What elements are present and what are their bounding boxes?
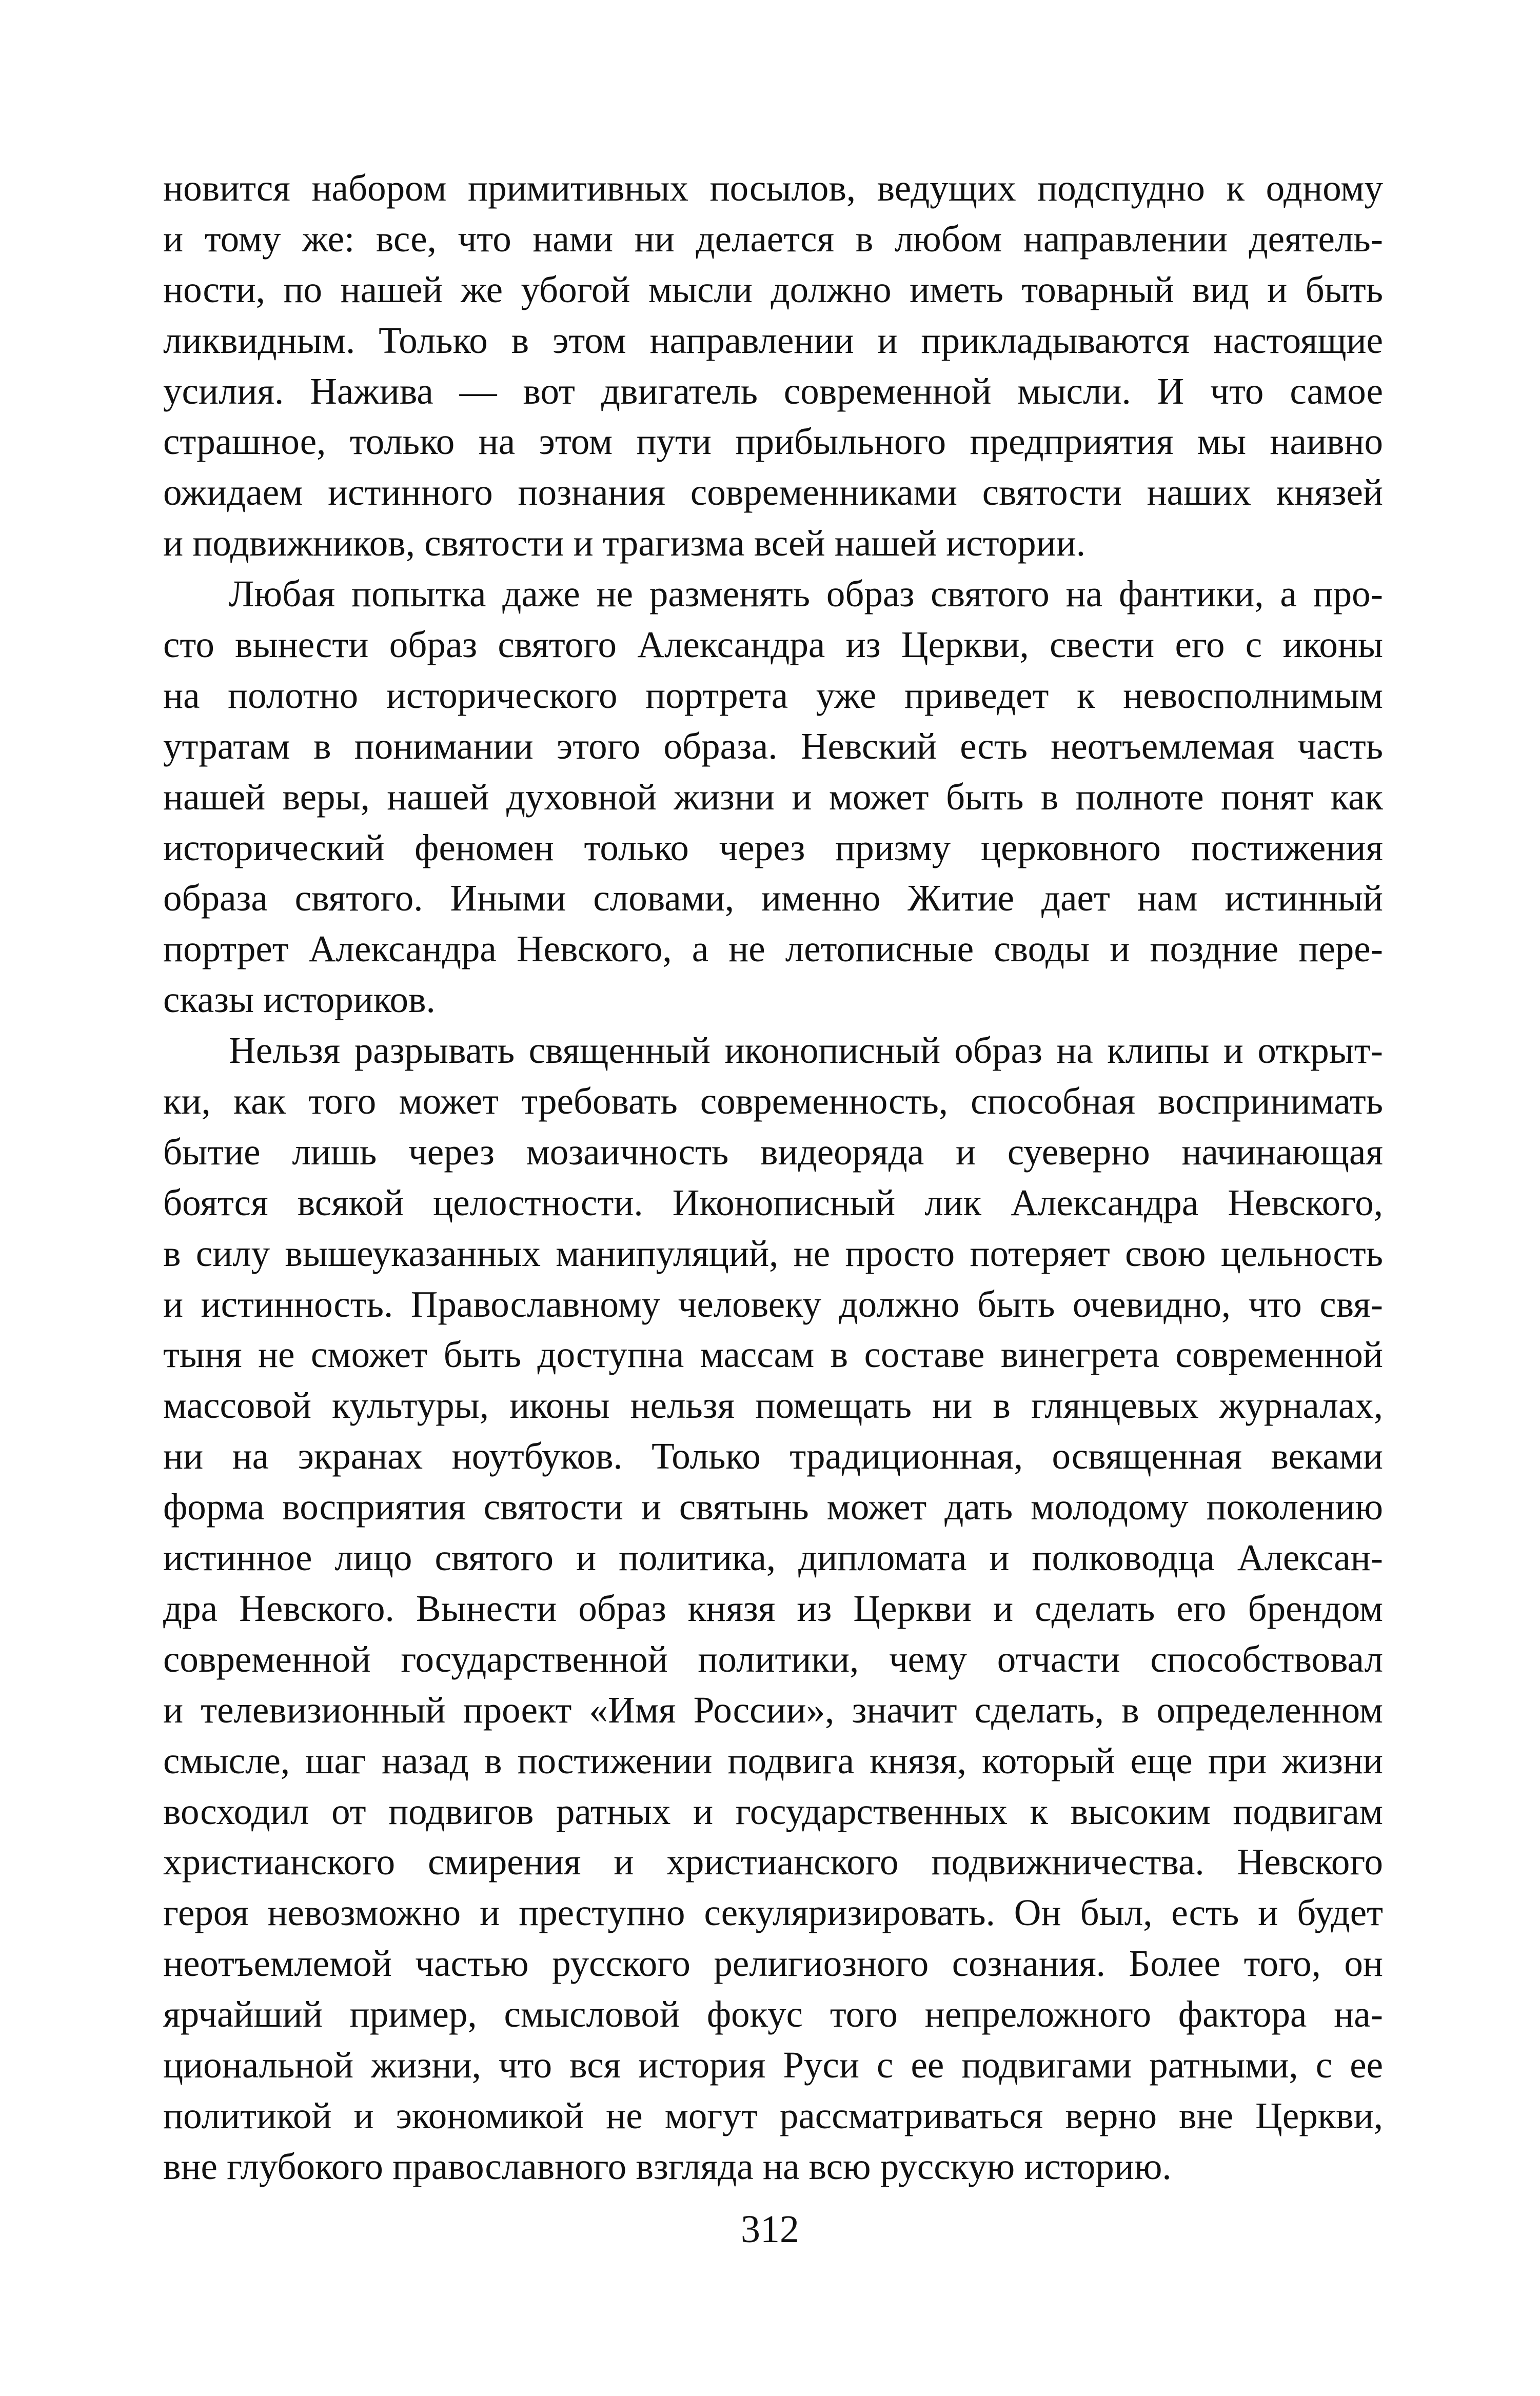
text-line: и телевизионный проект «Имя России», значит сделать, в определенном [163, 1689, 1383, 1731]
text-line: ярчайший пример, смысловой фокус того непреложного фактора на- [163, 1993, 1383, 2035]
text-line: Нельзя разрывать священный иконописный образ на клипы и открыт- [229, 1029, 1383, 1072]
text-line: новится набором примитивных посылов, ведущих подспудно к одному [163, 167, 1383, 209]
text-line: усилия. Нажива — вот двигатель современной мысли. И что самое [163, 370, 1383, 412]
text-line: неотъемлемой частью русского религиозного сознания. Более того, он [163, 1943, 1383, 1985]
text-line: политикой и экономикой не могут рассматриваться верно вне Церкви, [163, 2094, 1383, 2136]
text-line: бытие лишь через мозаичность видеоряда и суеверно начинающая [163, 1131, 1383, 1173]
text-line: циональной жизни, что вся история Руси с ее подвигами ратными, с ее [163, 2044, 1383, 2086]
text-line: сказы историков. [163, 979, 436, 1021]
text-line: образа святого. Иными словами, именно Житие дает нам истинный [163, 877, 1383, 919]
body-text [163, 163, 1383, 2192]
text-line: тыня не сможет быть доступна массам в составе винегрета современной [163, 1334, 1383, 1376]
text-line: форма восприятия святости и святынь может дать молодому поколению [163, 1486, 1383, 1528]
text-line: сто вынести образ святого Александра из Церкви, свести его с иконы [163, 624, 1383, 666]
text-line: массовой культуры, иконы нельзя помещать ни в глянцевых журналах, [163, 1384, 1383, 1427]
text-line: исторический феномен только через призму церковного постижения [163, 826, 1383, 868]
text-line: ности, по нашей же убогой мысли должно иметь товарный вид и быть [163, 268, 1383, 310]
page-number: 312 [741, 2208, 799, 2251]
text-line: восходил от подвигов ратных и государственных к высоким подвигам [163, 1790, 1383, 1832]
text-line: смысле, шаг назад в постижении подвига князя, который еще при жизни [163, 1739, 1383, 1781]
text-line: на полотно исторического портрета уже приведет к невосполнимым [163, 674, 1383, 716]
text-line: утратам в понимании этого образа. Невский есть неотъемлемая часть [163, 725, 1383, 767]
text-line: вне глубокого православного взгляда на всю русскую историю. [163, 2145, 1172, 2187]
text-line: и тому же: все, что нами ни делается в любом направлении деятель- [163, 217, 1383, 260]
text-line: нашей веры, нашей духовной жизни и может быть в полноте понят как [163, 776, 1383, 818]
text-line: ни на экранах ноутбуков. Только традиционная, освященная веками [163, 1435, 1383, 1477]
text-line: героя невозможно и преступно секуляризировать. Он был, есть и будет [163, 1892, 1383, 1934]
text-line: портрет Александра Невского, а не летописные своды и поздние пере- [163, 928, 1383, 970]
text-line: ожидаем истинного познания современниками святости наших князей [163, 471, 1383, 513]
text-line: страшное, только на этом пути прибыльного предприятия мы наивно [163, 421, 1383, 463]
text-line: и подвижников, святости и трагизма всей нашей истории. [163, 522, 1086, 564]
text-line: дра Невского. Вынести образ князя из Церкви и сделать его брендом [163, 1587, 1383, 1629]
text-line: в силу вышеуказанных манипуляций, не просто потеряет свою цельность [163, 1232, 1383, 1274]
text-line: современной государственной политики, чему отчасти способствовал [163, 1638, 1383, 1680]
text-line: боятся всякой целостности. Иконописный лик Александра Невского, [163, 1181, 1383, 1223]
text-line: Любая попытка даже не разменять образ святого на фантики, а про- [229, 573, 1383, 615]
text-line: ки, как того может требовать современность, способная воспринимать [163, 1080, 1383, 1122]
text-line: и истинность. Православному человеку должно быть очевидно, что свя- [163, 1283, 1383, 1325]
text-line: христианского смирения и христианского подвижничества. Невского [163, 1841, 1383, 1883]
text-line: ликвидным. Только в этом направлении и прикладываются настоящие [163, 319, 1383, 361]
text-line: истинное лицо святого и политика, дипломата и полководца Алексан- [163, 1537, 1383, 1579]
